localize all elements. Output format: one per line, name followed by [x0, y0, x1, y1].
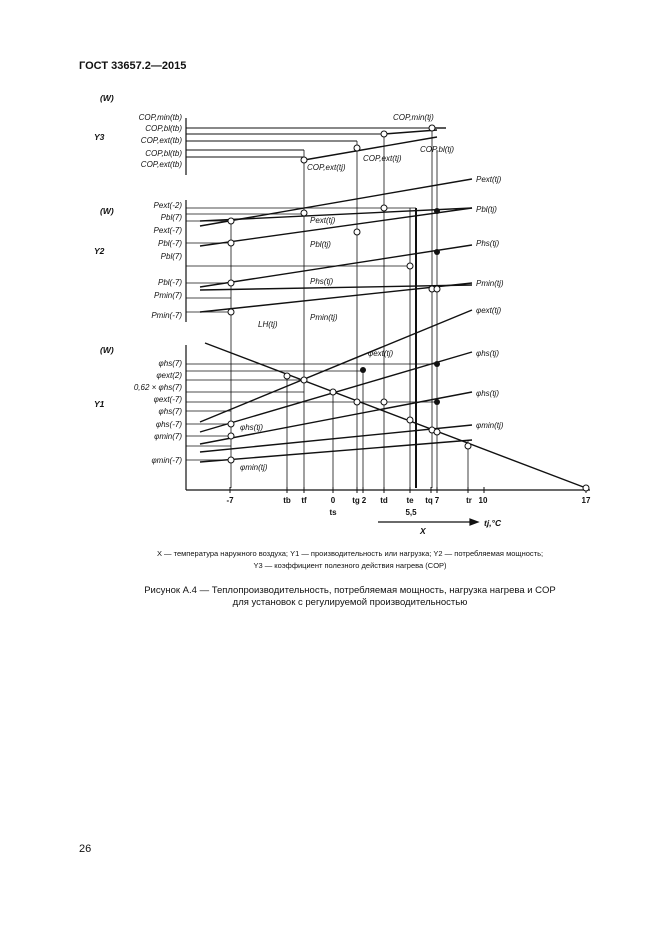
caption-line: для установок с регулируемой производительностью: [232, 597, 468, 608]
curve-label: φmin(tj): [476, 421, 504, 430]
document-header: ГОСТ 33657.2—2015: [79, 60, 187, 72]
curve-label: Pmin(tj): [310, 313, 338, 322]
y1-label: φhs(7): [158, 407, 182, 416]
y1-unit-label: (W): [100, 345, 114, 355]
curve-label: Pmin(tj): [476, 279, 504, 288]
x-tick-label: -7: [226, 496, 234, 505]
y2-label: Pext(-7): [153, 226, 182, 235]
y3-label: COP,ext(tb): [140, 136, 182, 145]
curve-label: Pbl(tj): [476, 205, 497, 214]
y3-label: COP,ext(tb): [140, 160, 182, 169]
curve-label: φext(tj): [368, 349, 394, 358]
x-axis-label: X: [420, 526, 426, 536]
x-tick-label: 17: [581, 496, 591, 505]
curve-label: COP,ext(tj): [363, 154, 402, 163]
y3-label: COP,bl(tb): [145, 149, 182, 158]
curve-label: φext(tj): [476, 306, 502, 315]
x-tick-label: tb: [283, 496, 291, 505]
x-tick-label: 5,5: [405, 508, 417, 517]
y1-label: φmin(-7): [151, 456, 182, 465]
x-tick-label: 2: [361, 496, 367, 505]
x-tick-label: 10: [478, 496, 488, 505]
y1-label: φhs(-7): [155, 420, 182, 429]
curve-label: φmin(tj): [240, 463, 268, 472]
y1-label: φhs(7): [158, 359, 182, 368]
y2-label: Pbl(-7): [157, 278, 182, 287]
x-tick-label: tr: [466, 496, 472, 505]
x-unit-label: tj,°C: [484, 518, 502, 528]
y1-label: φext(2): [156, 371, 182, 380]
curve-label: φhs(tj): [476, 349, 499, 358]
y1-label: φmin(7): [154, 432, 182, 441]
curve-label: Pext(tj): [476, 175, 502, 184]
x-tick-label: 0: [330, 496, 336, 505]
curve-label: COP,min(tj): [393, 113, 434, 122]
x-tick-label: td: [380, 496, 388, 505]
caption-line: Рисунок А.4 — Теплопроизводительность, потребляемая мощность, нагрузка нагрева и COP: [144, 585, 556, 596]
y3-label: COP,min(tb): [138, 113, 182, 122]
y2-label: Pmin(-7): [151, 311, 182, 320]
y2-axis-label: Y2: [94, 246, 105, 256]
y1-label: 0,62 × φhs(7): [133, 383, 182, 392]
curve-label: φhs(tj): [476, 389, 499, 398]
x-tick-label: tq: [425, 496, 433, 505]
curve-label: Phs(tj): [476, 239, 500, 248]
y3-unit-label: (W): [100, 93, 114, 103]
curve-label: φhs(tj): [240, 423, 263, 432]
x-tick-label: tf: [301, 496, 307, 505]
y3-label: COP,bl(tb): [145, 124, 182, 133]
curve-label: Pext(tj): [310, 216, 336, 225]
x-tick-label: ts: [329, 508, 337, 517]
figure-caption: [100, 585, 600, 609]
y2-unit-label: (W): [100, 206, 114, 216]
curve-label: Phs(tj): [310, 277, 334, 286]
x-tick-label: tg: [352, 496, 360, 505]
curve-label: COP,ext(tj): [307, 163, 346, 172]
y1-label: φext(-7): [153, 395, 182, 404]
y2-label: Pext(-2): [153, 201, 182, 210]
x-tick-label: 7: [434, 496, 440, 505]
y2-label: Pbl(-7): [157, 239, 182, 248]
y2-label: Pmin(7): [153, 291, 182, 300]
figure-legend: [100, 548, 600, 572]
legend-line: Y3 — коэффициент полезного действия нагрева (COP): [253, 561, 447, 570]
page-number: 26: [79, 843, 92, 855]
y2-label: Pbl(7): [160, 213, 182, 222]
y1-axis-label: Y1: [94, 399, 105, 409]
y3-axis-label: Y3: [94, 132, 105, 142]
legend-line: X — температура наружного воздуха; Y1 — производительность или нагрузка; Y2 — потребляемая мощность;: [156, 549, 544, 558]
curve-label: COP,bl(tj): [420, 145, 455, 154]
curve-label: Pbl(tj): [310, 240, 331, 249]
y2-label: Pbl(7): [160, 252, 182, 261]
x-tick-label: te: [406, 496, 414, 505]
curve-label: LH(tj): [258, 320, 278, 329]
